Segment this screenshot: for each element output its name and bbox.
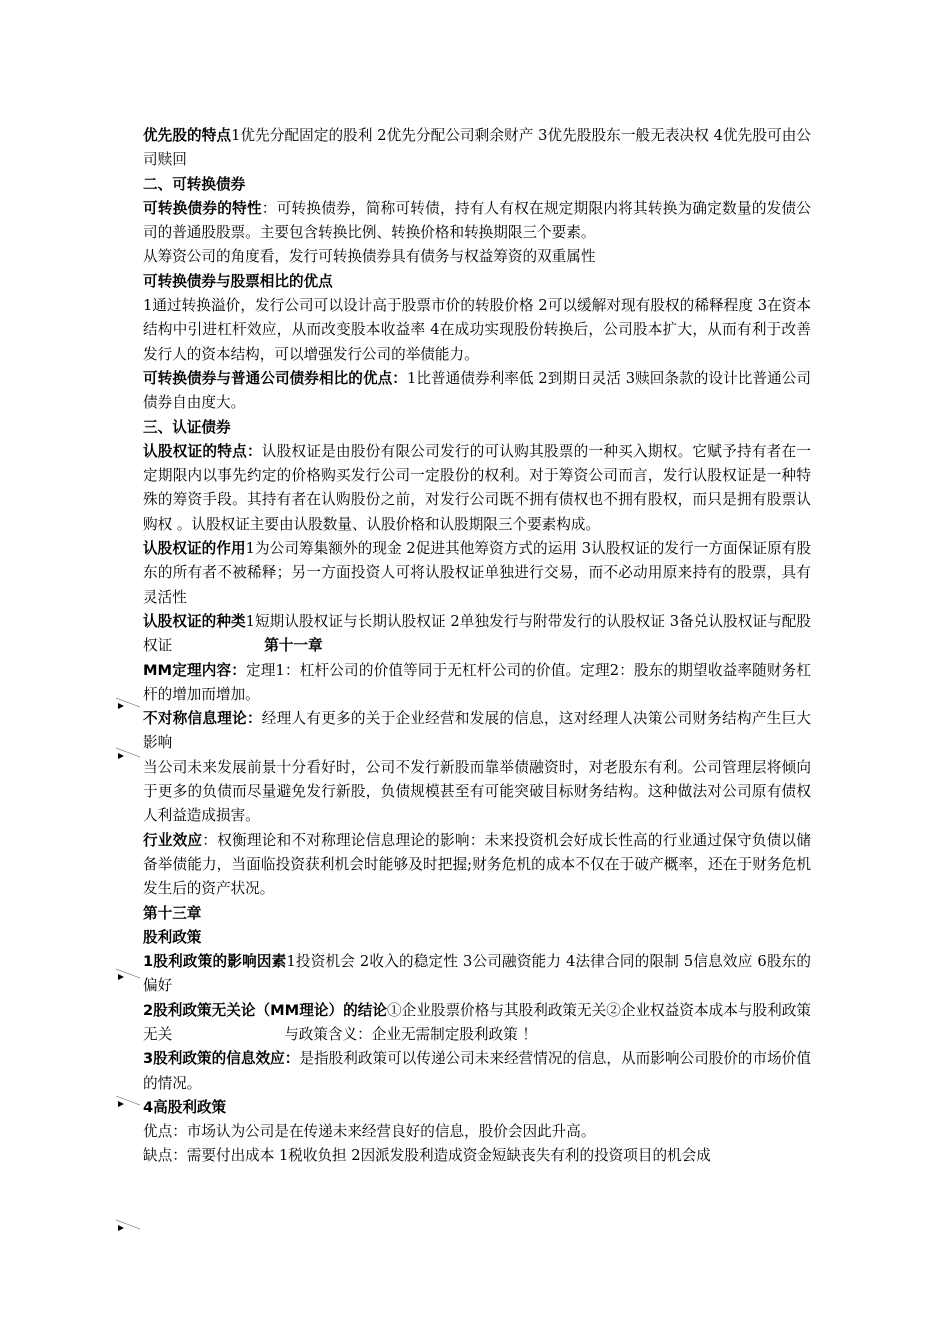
paragraph-text: ①企业股票价格与其股利政策无关②企业权益资本成本与股利政策无关	[143, 1001, 811, 1043]
paragraph-text: 定理1：杠杆公司的价值等同于无杠杆公司的价值。定理2：股东的期望收益率随财务杠杆的增加而增加。	[143, 661, 811, 703]
paragraph-asymmetric-detail	[143, 756, 811, 829]
comment-anchor-icon[interactable]	[112, 1093, 142, 1111]
paragraph-label: 可转换债券与普通公司债券相比的优点：	[143, 369, 407, 387]
section-heading-dividend: 股利政策	[143, 928, 202, 946]
paragraph-label: 3股利政策的信息效应：	[143, 1050, 300, 1068]
paragraph-text: 1比普通债券利率低 2到期日灵活 3赎回条款的设计比普通公司债券自由度大。	[143, 369, 811, 412]
paragraph-tail-text: 与政策含义：企业无需制定股利政策 ！	[284, 1025, 537, 1043]
paragraph-text: 优点：市场认为公司是在传递未来经营良好的信息，股价会因此升高。	[143, 1123, 596, 1141]
subheading-vs-stock: 可转换债券与股票相比的优点	[143, 272, 333, 290]
paragraph-text: 缺点：需要付出成本 1税收负担 2因派发股利造成资金短缺丧失有利的投资项目的机会成	[143, 1147, 711, 1165]
paragraph-text: 是指股利政策可以传递公司未来经营情况的信息，从而影响公司股价的市场价值的情况。	[143, 1050, 811, 1092]
comment-anchor-icon[interactable]	[112, 695, 142, 713]
paragraph-dual-attribute	[143, 245, 811, 269]
comment-anchor-icon[interactable]	[112, 966, 142, 984]
comment-anchor-icon[interactable]	[112, 1217, 142, 1235]
chapter-heading-thirteen: 第十三章	[143, 904, 202, 922]
paragraph-label: MM定理内容：	[143, 661, 247, 679]
paragraph-text: 认股权证是由股份有限公司发行的可认购其股票的一种买入期权。它赋予持有者在一定期限内以事先约定的价格购买发行公司一定股份的权利。对于筹资公司而言，发行认股权证是一种特殊的筹资手段。其持有者在认购股份之前，对发行公司既不拥有债权也不拥有股权，而只是拥有股票认购权 。认股权证主要由认股数量、认股价格和认股期限三个要素构成。	[143, 442, 811, 533]
section-heading-convertible: 二、可转换债券	[143, 175, 246, 193]
subheading-high-dividend: 4高股利政策	[143, 1098, 227, 1116]
paragraph-industry-effect	[143, 829, 811, 902]
paragraph-label: 认股权证的特点：	[143, 442, 262, 460]
paragraph-vs-stock-advantages	[143, 294, 811, 367]
comment-anchor-icon[interactable]	[112, 745, 142, 763]
paragraph-asymmetric-info	[143, 707, 811, 756]
paragraph-text: 1投资机会 2收入的稳定性 3公司融资能力 4法律合同的限制 5信息效应 6股东的偏好	[143, 953, 811, 995]
paragraph-vs-bond-advantages	[143, 367, 811, 416]
paragraph-text: 1短期认股权证与长期认股权证 2单独发行与附带发行的认股权证 3备兑认股权证与配股权证	[143, 612, 811, 655]
paragraph-warrant-role	[143, 537, 811, 610]
paragraph-label: 认股权证的作用	[143, 540, 246, 558]
paragraph-warrant-features	[143, 440, 811, 537]
section-heading-warrant: 三、认证债券	[143, 418, 231, 436]
paragraph-convertible-features	[143, 197, 811, 246]
paragraph-label: 1股利政策的影响因素	[143, 953, 287, 971]
paragraph-high-dividend-pros	[143, 1120, 811, 1144]
paragraph-text: 经理人有更多的关于企业经营和发展的信息，这对经理人决策公司财务结构产生巨大影响	[143, 710, 811, 752]
paragraph-preferred-stock	[143, 124, 811, 173]
paragraph-warrant-types	[143, 610, 811, 659]
paragraph-label: 优先股的特点	[143, 127, 232, 144]
paragraph-label: 认股权证的种类	[143, 612, 246, 630]
paragraph-text: ：可转换债券，简称可转债，持有人有权在规定期限内将其转换为确定数量的发债公司的普通股股票。主要包含转换比例、转换价格和转换期限三个要素。	[143, 199, 811, 242]
document-body	[143, 124, 811, 1169]
paragraph-text: 1通过转换溢价，发行公司可以设计高于股票市价的转股价格 2可以缓解对现有股权的稀释程度 3在资本结构中引进杠杆效应，从而改变股本收益率 4在成功实现股份转换后，公司股本扩大，从而有利于改善发行人的资本结构，可以增强发行公司的举债能力。	[143, 297, 811, 363]
paragraph-dividend-factors	[143, 950, 811, 999]
paragraph-dividend-irrelevance	[143, 999, 811, 1048]
paragraph-text: 从筹资公司的角度看，发行可转换债券具有债务与权益筹资的双重属性	[143, 248, 596, 266]
paragraph-label: 2股利政策无关论（MM理论）的结论	[143, 1001, 387, 1019]
paragraph-high-dividend-cons	[143, 1144, 811, 1168]
chapter-heading-eleven: 第十一章	[264, 637, 323, 655]
paragraph-label: 不对称信息理论：	[143, 710, 262, 728]
paragraph-signal-effect	[143, 1047, 811, 1096]
paragraph-text: 1优先分配固定的股利 2优先分配公司剩余财产 3优先股股东一般无表决权 4优先股可由公司赎回	[143, 127, 811, 169]
paragraph-text: 1为公司筹集额外的现金 2促进其他筹资方式的运用 3认股权证的发行一方面保证原有股东的所有者不被稀释；另一方面投资人可将认股权证单独进行交易，而不必动用原来持有的股票，具有灵活性	[143, 540, 811, 606]
paragraph-label: 行业效应	[143, 831, 203, 849]
paragraph-label: 可转换债券的特性	[143, 199, 262, 217]
paragraph-mm-theorem	[143, 659, 811, 708]
paragraph-text: 当公司未来发展前景十分看好时，公司不发行新股而靠举债融资时，对老股东有利。公司管理层将倾向于更多的负债而尽量避免发行新股，负债规模甚至有可能突破目标财务结构。这种做法对公司原有债权人利益造成损害。	[143, 758, 811, 825]
paragraph-text: ：权衡理论和不对称理论信息理论的影响：未来投资机会好成长性高的行业通过保守负债以储备举债能力，当面临投资获利机会时能够及时把握;财务危机的成本不仅在于破产概率，还在于财务危机发生后的资产状况。	[143, 831, 811, 898]
